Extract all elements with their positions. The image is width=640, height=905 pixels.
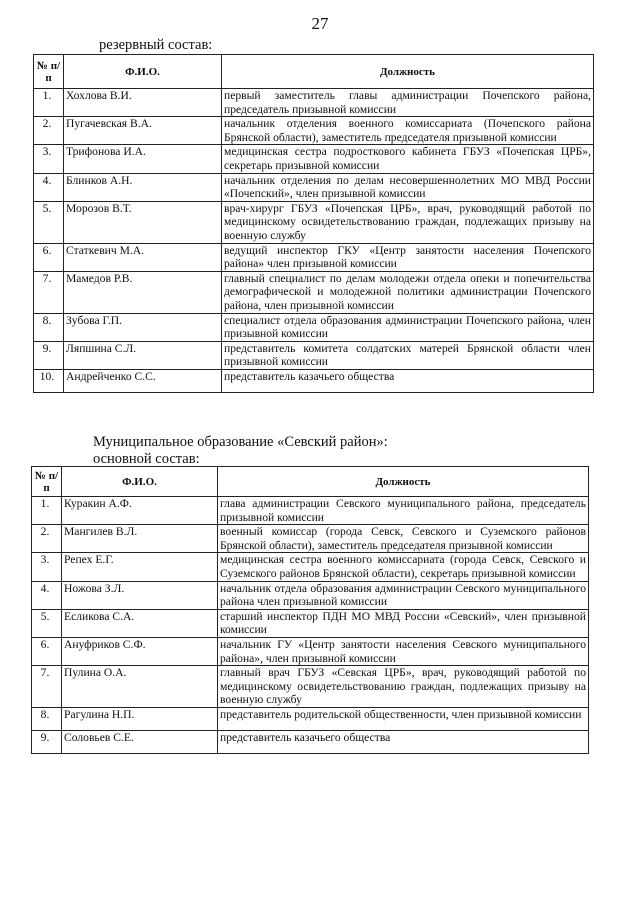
row-name: Трифонова И.А. — [64, 145, 222, 173]
table-row — [32, 497, 589, 525]
row-num: 3. — [34, 145, 64, 173]
row-position: главный специалист по делам молодежи отдела опеки и попечительства демографической и молодежной политики администрации Почепского района, член призывной комиссии — [222, 271, 594, 313]
row-position: представитель казачьего общества — [218, 730, 589, 753]
row-num: 8. — [32, 707, 62, 730]
table-row — [34, 173, 594, 201]
table-row — [34, 271, 594, 313]
table-row — [32, 609, 589, 637]
row-num: 2. — [34, 117, 64, 145]
row-num: 9. — [32, 730, 62, 753]
row-name: Блинков А.Н. — [64, 173, 222, 201]
row-position: представитель комитета солдатских матерей Брянской области член призывной комиссии — [222, 341, 594, 369]
row-position: военный комиссар (города Севск, Севского и Суземского районов Брянской области), заместитель председателя призывной комиссии — [218, 525, 589, 553]
table-row — [34, 341, 594, 369]
section2-subheading: основной состав: — [93, 451, 200, 467]
row-position: начальник отдела образования администрации Севского муниципального района член призывной комиссии — [218, 581, 589, 609]
table-row — [34, 243, 594, 271]
row-name: Пулина О.А. — [62, 666, 218, 708]
section2-heading: Муниципальное образование «Севский район»: — [93, 434, 388, 450]
row-num: 5. — [34, 201, 64, 243]
row-name: Ножова З.Л. — [62, 581, 218, 609]
row-position: главный врач ГБУЗ «Севская ЦРБ», врач, руководящий работой по медицинскому освидетельствованию граждан, подлежащих призыву на военную службу — [218, 666, 589, 708]
table-header-row — [34, 55, 594, 89]
row-num: 7. — [34, 271, 64, 313]
row-name: Морозов В.Т. — [64, 201, 222, 243]
row-position: медицинская сестра военного комиссариата (города Севск, Севского и Суземского районов Брянской области), секретарь призывной комиссии — [218, 553, 589, 581]
table-row — [32, 666, 589, 708]
row-num: 6. — [34, 243, 64, 271]
row-position: начальник отделения военного комиссариата (Почепского района Брянской области), заместитель председателя призывной комиссии — [222, 117, 594, 145]
table-row — [34, 89, 594, 117]
row-position: представитель казачьего общества — [222, 369, 594, 392]
row-name: Андрейченко С.С. — [64, 369, 222, 392]
row-position: медицинская сестра подросткового кабинета ГБУЗ «Почепская ЦРБ», секретарь призывной комиссии — [222, 145, 594, 173]
row-num: 1. — [32, 497, 62, 525]
row-num: 5. — [32, 609, 62, 637]
row-name: Куракин А.Ф. — [62, 497, 218, 525]
col-header-num: № п/п — [32, 467, 62, 497]
row-position: ведущий инспектор ГКУ «Центр занятости населения Почепского района» член призывной комиссии — [222, 243, 594, 271]
row-position: начальник отделения по делам несовершеннолетних МО МВД России «Почепский», член призывной комиссии — [222, 173, 594, 201]
table-row — [32, 525, 589, 553]
reserve-composition-table — [33, 54, 594, 393]
row-num: 9. — [34, 341, 64, 369]
row-position: начальник ГУ «Центр занятости населения Севского муниципального района», член призывной комиссии — [218, 637, 589, 665]
row-num: 1. — [34, 89, 64, 117]
row-num: 10. — [34, 369, 64, 392]
table-row — [34, 369, 594, 392]
table-row — [34, 145, 594, 173]
row-num: 4. — [34, 173, 64, 201]
table-row — [32, 707, 589, 730]
row-num: 2. — [32, 525, 62, 553]
row-position: глава администрации Севского муниципального района, председатель призывной комиссии — [218, 497, 589, 525]
main-composition-table — [31, 466, 589, 754]
row-name: Пугачевская В.А. — [64, 117, 222, 145]
row-name: Репех Е.Г. — [62, 553, 218, 581]
row-position: старший инспектор ПДН МО МВД России «Севский», член призывной комиссии — [218, 609, 589, 637]
col-header-num: № п/п — [34, 55, 64, 89]
row-position: представитель родительской общественности, член призывной комиссии — [218, 707, 589, 730]
row-position: врач-хирург ГБУЗ «Почепская ЦРБ», врач, руководящий работой по медицинскому освидетельствованию граждан, подлежащих призыву на военную службу — [222, 201, 594, 243]
row-position: первый заместитель главы администрации Почепского района, председатель призывной комиссии — [222, 89, 594, 117]
col-header-name: Ф.И.О. — [62, 467, 218, 497]
row-num: 6. — [32, 637, 62, 665]
page-number: 27 — [311, 14, 329, 33]
row-name: Зубова Г.П. — [64, 313, 222, 341]
col-header-name: Ф.И.О. — [64, 55, 222, 89]
row-name: Мангилев В.Л. — [62, 525, 218, 553]
row-name: Мамедов Р.В. — [64, 271, 222, 313]
col-header-position: Должность — [222, 55, 594, 89]
row-name: Статкевич М.А. — [64, 243, 222, 271]
row-name: Ляпшина С.Л. — [64, 341, 222, 369]
row-name: Рагулина Н.П. — [62, 707, 218, 730]
table-row — [32, 730, 589, 753]
col-header-position: Должность — [218, 467, 589, 497]
row-name: Хохлова В.И. — [64, 89, 222, 117]
row-num: 3. — [32, 553, 62, 581]
table-row — [34, 313, 594, 341]
row-num: 7. — [32, 666, 62, 708]
table-row — [34, 201, 594, 243]
row-position: специалист отдела образования администрации Почепского района, член призывной комиссии — [222, 313, 594, 341]
row-name: Есликова С.А. — [62, 609, 218, 637]
row-name: Ануфриков С.Ф. — [62, 637, 218, 665]
table-row — [32, 637, 589, 665]
row-name: Соловьев С.Е. — [62, 730, 218, 753]
table-row — [32, 553, 589, 581]
row-num: 8. — [34, 313, 64, 341]
table-row — [34, 117, 594, 145]
row-num: 4. — [32, 581, 62, 609]
section1-subheading: резервный состав: — [99, 37, 213, 53]
table-header-row — [32, 467, 589, 497]
table-row — [32, 581, 589, 609]
